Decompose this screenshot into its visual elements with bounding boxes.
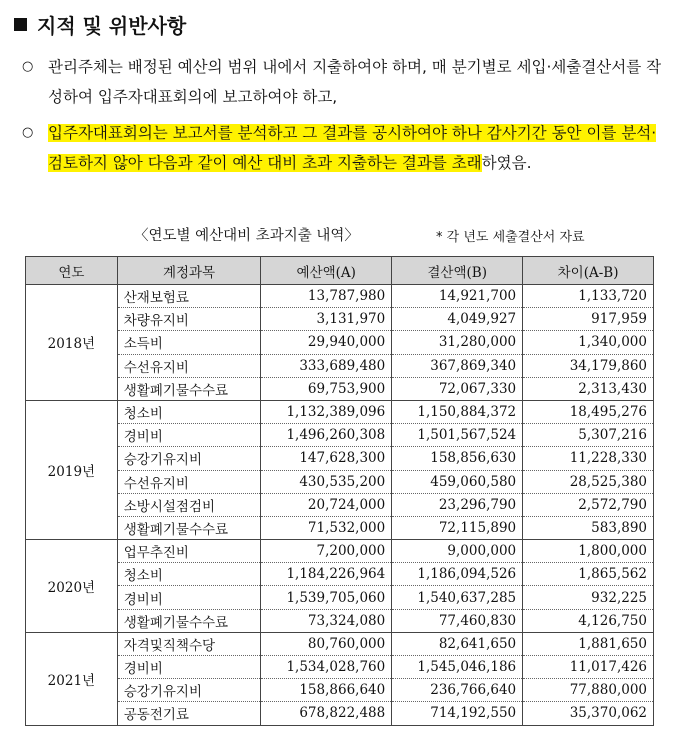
year-cell: 2020년 bbox=[26, 540, 118, 633]
account-cell: 산재보험료 bbox=[117, 285, 261, 308]
table-row bbox=[26, 285, 654, 308]
settlement-cell: 23,296,790 bbox=[392, 493, 523, 516]
table-row bbox=[26, 470, 654, 493]
budget-cell: 1,496,260,308 bbox=[261, 424, 392, 447]
table-row bbox=[26, 632, 654, 655]
highlighted-text: 입주자대표회의는 보고서를 분석하고 그 결과를 공시하여야 하나 감사기간 동안 이를 분석·검토하지 않아 다음과 같이 예산 대비 초과 지출하는 결과를 초래 bbox=[48, 124, 657, 172]
paragraph-2-text bbox=[48, 118, 662, 178]
budget-cell: 158,866,640 bbox=[261, 679, 392, 702]
account-cell: 청소비 bbox=[117, 563, 261, 586]
table-row bbox=[26, 331, 654, 354]
settlement-cell: 14,921,700 bbox=[392, 285, 523, 308]
settlement-cell: 714,192,550 bbox=[392, 702, 523, 725]
account-cell: 승강기유지비 bbox=[117, 447, 261, 470]
budget-cell: 80,760,000 bbox=[261, 632, 392, 655]
year-cell: 2021년 bbox=[26, 632, 118, 725]
account-cell: 자격및직책수당 bbox=[117, 632, 261, 655]
difference-cell: 11,228,330 bbox=[523, 447, 654, 470]
year-cell: 2019년 bbox=[26, 400, 118, 539]
table-row bbox=[26, 609, 654, 632]
difference-cell: 917,959 bbox=[523, 308, 654, 331]
account-cell: 청소비 bbox=[117, 400, 261, 423]
overspend-table bbox=[25, 256, 654, 726]
budget-cell: 430,535,200 bbox=[261, 470, 392, 493]
circle-bullet-icon: ○ bbox=[22, 59, 34, 74]
table-row bbox=[26, 563, 654, 586]
budget-cell: 73,324,080 bbox=[261, 609, 392, 632]
table-header-row bbox=[26, 257, 654, 285]
account-cell: 경비비 bbox=[117, 424, 261, 447]
table-caption: 〈연도별 예산대비 초과지출 내역〉 bbox=[134, 228, 359, 244]
account-cell: 생활폐기물수수료 bbox=[117, 609, 261, 632]
difference-cell: 2,572,790 bbox=[523, 493, 654, 516]
difference-cell: 1,865,562 bbox=[523, 563, 654, 586]
account-cell: 업무추진비 bbox=[117, 540, 261, 563]
budget-cell: 13,787,980 bbox=[261, 285, 392, 308]
difference-cell: 35,370,062 bbox=[523, 702, 654, 725]
account-cell: 생활폐기물수수료 bbox=[117, 516, 261, 539]
table-row bbox=[26, 400, 654, 423]
circle-bullet-icon: ○ bbox=[22, 125, 34, 140]
account-cell: 경비비 bbox=[117, 656, 261, 679]
budget-cell: 1,184,226,964 bbox=[261, 563, 392, 586]
difference-cell: 1,800,000 bbox=[523, 540, 654, 563]
difference-cell: 77,880,000 bbox=[523, 679, 654, 702]
header-account: 계정과목 bbox=[117, 257, 261, 285]
settlement-cell: 72,115,890 bbox=[392, 516, 523, 539]
settlement-cell: 1,540,637,285 bbox=[392, 586, 523, 609]
budget-cell: 20,724,000 bbox=[261, 493, 392, 516]
difference-cell: 4,126,750 bbox=[523, 609, 654, 632]
settlement-cell: 158,856,630 bbox=[392, 447, 523, 470]
table-row bbox=[26, 656, 654, 679]
difference-cell: 583,890 bbox=[523, 516, 654, 539]
settlement-cell: 236,766,640 bbox=[392, 679, 523, 702]
budget-cell: 29,940,000 bbox=[261, 331, 392, 354]
account-cell: 생활폐기물수수료 bbox=[117, 377, 261, 400]
settlement-cell: 1,186,094,526 bbox=[392, 563, 523, 586]
difference-cell: 11,017,426 bbox=[523, 656, 654, 679]
budget-cell: 1,132,389,096 bbox=[261, 400, 392, 423]
account-cell: 소득비 bbox=[117, 331, 261, 354]
table-row bbox=[26, 516, 654, 539]
settlement-cell: 1,501,567,524 bbox=[392, 424, 523, 447]
budget-cell: 678,822,488 bbox=[261, 702, 392, 725]
header-difference: 차이(A-B) bbox=[523, 257, 654, 285]
header-settlement: 결산액(B) bbox=[392, 257, 523, 285]
difference-cell: 34,179,860 bbox=[523, 354, 654, 377]
settlement-cell: 9,000,000 bbox=[392, 540, 523, 563]
header-budget: 예산액(A) bbox=[261, 257, 392, 285]
square-bullet-icon bbox=[14, 18, 27, 31]
difference-cell: 28,525,380 bbox=[523, 470, 654, 493]
account-cell: 소방시설점검비 bbox=[117, 493, 261, 516]
heading-text: 지적 및 위반사항 bbox=[37, 14, 187, 38]
account-cell: 수선유지비 bbox=[117, 470, 261, 493]
section-heading bbox=[14, 10, 186, 39]
budget-cell: 333,689,480 bbox=[261, 354, 392, 377]
settlement-cell: 77,460,830 bbox=[392, 609, 523, 632]
header-year: 연도 bbox=[26, 257, 118, 285]
budget-cell: 71,532,000 bbox=[261, 516, 392, 539]
budget-cell: 1,534,028,760 bbox=[261, 656, 392, 679]
settlement-cell: 82,641,650 bbox=[392, 632, 523, 655]
account-cell: 공동전기료 bbox=[117, 702, 261, 725]
account-cell: 경비비 bbox=[117, 586, 261, 609]
difference-cell: 932,225 bbox=[523, 586, 654, 609]
table-row bbox=[26, 586, 654, 609]
settlement-cell: 72,067,330 bbox=[392, 377, 523, 400]
difference-cell: 1,133,720 bbox=[523, 285, 654, 308]
difference-cell: 18,495,276 bbox=[523, 400, 654, 423]
settlement-cell: 31,280,000 bbox=[392, 331, 523, 354]
settlement-cell: 4,049,927 bbox=[392, 308, 523, 331]
difference-cell: 1,881,650 bbox=[523, 632, 654, 655]
budget-cell: 147,628,300 bbox=[261, 447, 392, 470]
settlement-cell: 1,545,046,186 bbox=[392, 656, 523, 679]
table-row bbox=[26, 540, 654, 563]
paragraph-1 bbox=[22, 52, 662, 112]
table-row bbox=[26, 447, 654, 470]
account-cell: 승강기유지비 bbox=[117, 679, 261, 702]
source-note: * 각 년도 세출결산서 자료 bbox=[436, 230, 585, 245]
table-row bbox=[26, 424, 654, 447]
table-row bbox=[26, 308, 654, 331]
table-row bbox=[26, 493, 654, 516]
account-cell: 수선유지비 bbox=[117, 354, 261, 377]
paragraph-2 bbox=[22, 118, 662, 178]
difference-cell: 1,340,000 bbox=[523, 331, 654, 354]
budget-cell: 3,131,970 bbox=[261, 308, 392, 331]
budget-cell: 1,539,705,060 bbox=[261, 586, 392, 609]
budget-cell: 7,200,000 bbox=[261, 540, 392, 563]
settlement-cell: 367,869,340 bbox=[392, 354, 523, 377]
difference-cell: 2,313,430 bbox=[523, 377, 654, 400]
table-row bbox=[26, 679, 654, 702]
paragraph-1-text: 관리주체는 배정된 예산의 범위 내에서 지출하여야 하며, 매 분기별로 세입·세출결산서를 작성하여 입주자대표회의에 보고하여야 하고, bbox=[48, 58, 662, 106]
table-row bbox=[26, 702, 654, 725]
settlement-cell: 459,060,580 bbox=[392, 470, 523, 493]
table-row bbox=[26, 377, 654, 400]
account-cell: 차량유지비 bbox=[117, 308, 261, 331]
paragraph-2-tail: 하였음. bbox=[481, 154, 532, 172]
table-row bbox=[26, 354, 654, 377]
settlement-cell: 1,150,884,372 bbox=[392, 400, 523, 423]
year-cell: 2018년 bbox=[26, 285, 118, 401]
difference-cell: 5,307,216 bbox=[523, 424, 654, 447]
budget-cell: 69,753,900 bbox=[261, 377, 392, 400]
